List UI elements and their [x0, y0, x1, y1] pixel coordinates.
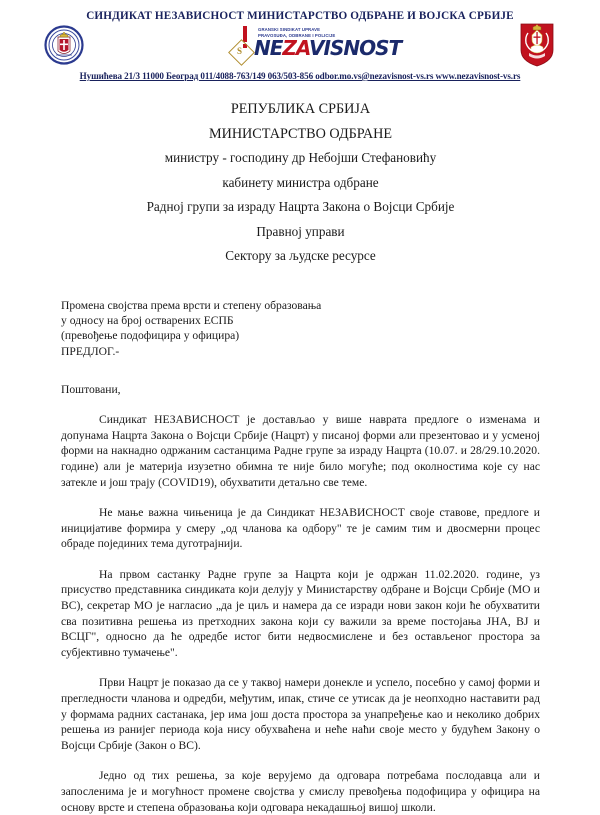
logo-row [0, 25, 600, 67]
union-seal-icon [44, 25, 84, 65]
serbian-coat-of-arms-icon [520, 23, 554, 67]
subject-line-0: Промена својства према врсти и степену образовања [61, 298, 322, 312]
subject-line-2: (превођење подофицира у официра) [61, 329, 240, 343]
logo-wordmark [254, 38, 401, 58]
body-paragraph-2: На првом састанку Радне групе за Нацрта који је одржан 11.02.2020. године, уз присуство представника синдиката који делују у Министарству одбране и Војсци Србије (МО и ВС), секретар МО је нагласио „да је циљ и намера да се изради нови закон који ће обухватити сва позитивна решења из претходних закона који су важили за време постојања ЈНА, ВЈ и ВСЦГ", односно да ће одредбе истог бити недвосмислене и без остављеног простора за субјективно тумачење". [61, 567, 540, 659]
addressee-line-3: кабинету министра одбране [222, 174, 379, 190]
body-paragraph-0: Синдикат НЕЗАВИСНОСТ је достављао у више наврата предлоге о изменама и допунама Нацрта Закона о Војсци Србије (Нацрт) у писаној форми али презентовао и у усменој форми на накнадно одржаним састанцима Радне групе за израду Нацрта (10.07. и 28/29.10.2020. године) али је материја изузетно обимна те није било могуће; под околностима које су нас затекле и још трају (COVID19), обухватити детаљно све теме. [61, 413, 540, 489]
wordmark-ne: NE [254, 36, 283, 60]
body-paragraph-4: Једно од тих решења, за које верујемо да одговара потребама послодавца али и запосленима је и могућност промене својства у смислу превођења подофицира у официра на основу врсте и степена образовања који одговара некадашњој вишој школи. [61, 769, 540, 814]
addressee-line-1: МИНИСТАРСТВО ОДБРАНЕ [208, 125, 393, 142]
salutation: Поштовани, [61, 383, 121, 397]
subject-block [61, 298, 540, 360]
contact-line[interactable]: Нушићева 21/3 11000 Београд 011/4088-763/149 063/503-856 odbor.mo.vs@nezavisnost-vs.rs www.nezavisnost-vs.rs [79, 71, 521, 81]
subject-line-1: у односу на број остварених ЕСПБ [61, 313, 234, 327]
document-body [0, 97, 600, 815]
diamond-letter: S [237, 46, 243, 56]
logo-kicker-line1: GRANSKI SINDIKAT UPRAVE [258, 27, 321, 32]
addressee-line-4: Радној групи за израду Нацрта Закона о Војсци Србије [146, 199, 455, 214]
addressee-line-6: Сектору за људске ресурсе [225, 248, 376, 263]
body-paragraph-3: Први Нацрт је показао да се у таквој намери донекле и успело, посебно у самој форми и прегледности чланова и одредби, међутим, ипак, стиче се утисак да је неопходно наставити рад у формама радних састанака, јер има још доста простора за унапређење као и неколико добрих решења из ранијег периода која нису обухваћена и неће наћи своје место у будућем Закону о Војсци Србије (Закон о ВС). [61, 676, 540, 752]
nezavisnost-logo [210, 25, 402, 67]
subject-line-3: ПРЕДЛОГ.- [61, 344, 120, 358]
organization-title: СИНДИКАТ НЕЗАВИСНОСТ МИНИСТАРСТВО ОДБРАНЕ И ВОЈСКА СРБИЈЕ [86, 10, 514, 22]
addressee-line-2: министру - господину др Небојши Стефановићу [164, 150, 437, 165]
letterhead [0, 0, 600, 81]
addressee-line-5: Правној управи [256, 223, 345, 239]
wordmark-za: ZA [282, 36, 310, 60]
body-paragraph-1: Не мање важна чињеница је да Синдикат НЕЗАВИСНОСТ своје ставове, предлоге и иницијативе формира у смеру „од чланова ка одбору" те је самим тим и двосмерни процес обраде појединих тема дуготрајнији. [61, 506, 540, 551]
exclamation-bar-icon [243, 26, 247, 42]
logo-kicker-line2: PRAVOSUĐA, ODBRANE I POLICIJE [258, 33, 336, 39]
addressee-block [61, 97, 540, 269]
addressee-line-0: РЕПУБЛИКА СРБИЈА [230, 101, 371, 117]
wordmark-visnost: VISNOST [309, 36, 402, 60]
